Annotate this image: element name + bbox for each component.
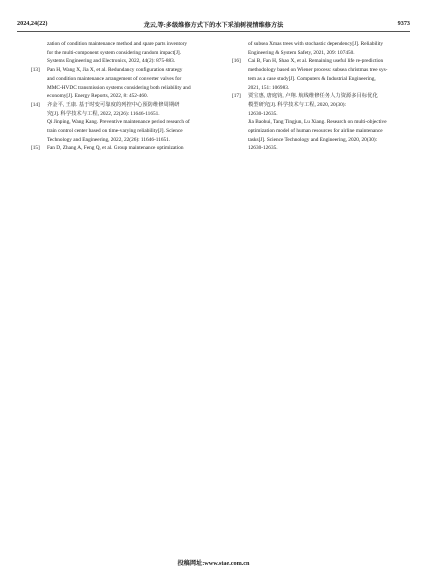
running-header (17, 20, 410, 27)
reference-line: Fan D, Zhang A, Feng Q, et al. Group maintenance optimization (47, 145, 184, 152)
reference-entry (31, 101, 220, 145)
reference-line: 齐金平, 王康. 基于时变可靠度的列控中心预防维修周期研 (47, 101, 180, 108)
reference-number: [15] (31, 145, 40, 152)
reference-line: and condition maintenance arrangement of converter valves for (47, 75, 182, 82)
reference-entry (31, 144, 220, 153)
reference-line: 12630-12635. (248, 110, 278, 117)
reference-number: [14] (31, 101, 40, 108)
reference-line: Pan H, Wang X, Jia X, et al. Redundancy configuration strategy (47, 67, 183, 74)
reference-entry (34, 40, 220, 66)
reference-line: Engineering & System Safety, 2021, 209: 107450. (248, 49, 355, 56)
reference-line: MMC-HVDC transmission systems considering both reliability and (47, 84, 191, 91)
left-column (31, 40, 220, 153)
reference-line: Technology and Engineering, 2022, 22(26): 11646-11651. (47, 136, 171, 143)
right-column (232, 40, 421, 153)
journal-volume-issue: 2024,24(22) (17, 20, 48, 27)
reference-entry (232, 57, 421, 92)
reference-line: 究[J]. 科学技术与工程, 2022, 22(26): 11646-11651. (47, 110, 160, 117)
reference-entry (232, 92, 421, 153)
reference-line: Cai B, Fan H, Shao X, et al. Remaining useful life re-prediction (248, 58, 384, 65)
reference-line: Systems Engineering and Electronics, 2022, 44(2): 875-883. (47, 58, 176, 65)
reference-line: 贾宝惠, 唐庭钧, 卢翔. 航线维修任务人力资源多目标优化 (248, 93, 378, 100)
reference-line: Qi Jinping, Wang Kang. Preventive maintenance period research of (47, 119, 190, 126)
reference-number: [17] (232, 93, 241, 100)
reference-line: methodology based on Wiener process: subsea christmas tree sys- (248, 67, 388, 74)
reference-line: zation of condition maintenance method and spare parts inventory (47, 41, 188, 47)
reference-entry (31, 66, 220, 101)
reference-line: 2021, 151: 106983. (248, 84, 290, 91)
reference-number: [13] (31, 67, 40, 74)
reference-line: optimization model of human resources for airline maintenance (248, 128, 383, 135)
reference-line: 模型研究[J]. 科学技术与工程, 2020, 20(30): (248, 101, 346, 108)
reference-line: tem as a case study[J]. Computers & Industrial Engineering, (248, 75, 376, 82)
reference-line: of subsea Xmas trees with stochastic dependency[J]. Reliability (248, 41, 384, 47)
reference-entry (235, 40, 421, 57)
reference-line: train control center based on time-varying reliability[J]. Science (47, 128, 183, 135)
reference-line: 12630-12635. (248, 145, 278, 152)
reference-line: Jia Baohui, Tang Tingjun, Lu Xiang. Research on multi-objective (248, 119, 387, 126)
reference-line: tasks[J]. Science Technology and Engineering, 2020, 20(30): (248, 136, 378, 143)
article-running-title: 龙云,等:多级维修方式下的水下采油树视情维修方法 (143, 22, 284, 29)
submission-url-footer: 投稿网址:www.stae.com.cn (177, 560, 250, 567)
reference-line: economy[J]. Energy Reports, 2022, 8: 452-460. (47, 93, 148, 100)
reference-number: [16] (232, 58, 241, 65)
page-number: 9373 (397, 20, 410, 27)
reference-line: for the multi-component system considering random impact[J]. (47, 49, 182, 56)
header-rule (17, 31, 410, 32)
